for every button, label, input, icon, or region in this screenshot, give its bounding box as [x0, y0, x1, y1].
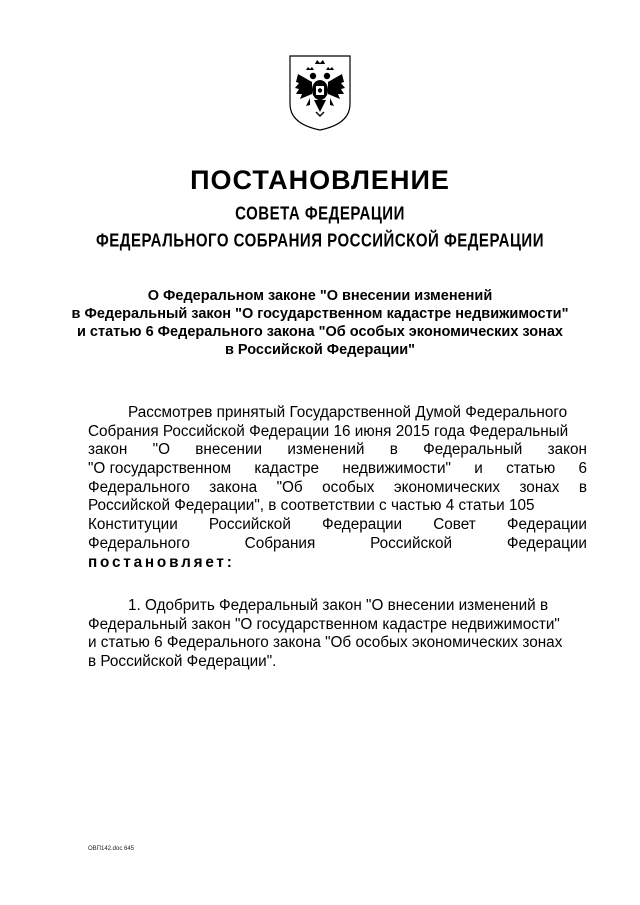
document-title: ПОСТАНОВЛЕНИЕ	[190, 165, 450, 195]
word: кадастре	[254, 460, 320, 478]
subject-line: и статью 6 Федерального закона "Об особых экономических зонах	[76, 324, 563, 340]
word: Собрания	[244, 534, 316, 552]
word: закон	[88, 441, 128, 459]
paragraph-line	[88, 634, 587, 653]
line-text: 1. Одобрить Федеральный закон "О внесении изменений в	[128, 597, 549, 614]
word: "О государственном	[88, 460, 232, 478]
word: внесении	[195, 441, 263, 459]
paragraph-line	[88, 497, 587, 516]
paragraph-line	[88, 479, 587, 498]
paragraph-line	[88, 404, 587, 423]
clause-1-paragraph	[88, 597, 587, 672]
word: Совет	[433, 516, 476, 534]
paragraph-line	[88, 460, 587, 479]
paragraph-line	[88, 441, 587, 460]
word: Федерации	[322, 516, 403, 534]
issuer-line-1: СОВЕТА ФЕДЕРАЦИИ	[235, 203, 405, 225]
preamble-paragraph	[88, 404, 587, 572]
subject-line: О Федеральном законе "О внесении изменений	[147, 288, 493, 304]
subject-line: в Российской Федерации"	[224, 342, 416, 358]
line-text: в Российской Федерации".	[88, 653, 277, 671]
word: Российской	[370, 534, 453, 552]
word: недвижимости"	[342, 460, 451, 478]
paragraph-line	[88, 653, 587, 672]
paragraph-line	[88, 616, 587, 635]
line-text: Федеральный закон "О государственном кадастре недвижимости"	[88, 615, 560, 633]
word: Федерального	[88, 534, 190, 552]
word: закон	[547, 441, 587, 459]
word: зонах	[519, 478, 560, 496]
line-text: Российской Федерации", в соответствии с частью 4 статьи 105	[88, 497, 535, 515]
subject-line: в Федеральный закон "О государственном кадастре недвижимости"	[71, 306, 569, 322]
document-reference: ОВП142.doc 645	[88, 846, 135, 852]
word: "О	[152, 441, 170, 459]
word: и	[474, 460, 483, 478]
line-text: Рассмотрев принятый Государственной Думой Федерального	[128, 404, 568, 421]
word: Конституции	[88, 516, 178, 534]
word: экономических	[393, 478, 501, 496]
line-text: Собрания Российской Федерации 16 июня 2015 года Федеральный	[88, 422, 569, 440]
word: изменений	[287, 441, 365, 459]
resolution-subject	[60, 287, 580, 359]
word: в	[389, 441, 398, 459]
paragraph-line	[88, 423, 587, 442]
word: особых	[322, 478, 375, 496]
line-text: и статью 6 Федерального закона "Об особых экономических зонах	[88, 634, 563, 652]
word: 6	[578, 460, 587, 478]
word: Федерации	[506, 516, 587, 534]
word: Российской	[208, 516, 291, 534]
word: "Об	[276, 478, 303, 496]
word: Федеральный	[423, 441, 523, 459]
resolution-verb: постановляет:	[88, 553, 235, 571]
word: статью	[506, 460, 556, 478]
word: в	[578, 478, 587, 496]
paragraph-line	[88, 597, 587, 616]
russian-coat-of-arms-icon	[286, 52, 354, 132]
word: закона	[209, 478, 258, 496]
paragraph-line	[88, 535, 587, 554]
paragraph-line	[88, 516, 587, 535]
paragraph-line	[88, 554, 587, 573]
issuer-line-2: ФЕДЕРАЛЬНОГО СОБРАНИЯ РОССИЙСКОЙ ФЕДЕРАЦИИ	[96, 230, 544, 252]
word: Федерального	[88, 478, 190, 496]
word: Федерации	[506, 534, 587, 552]
